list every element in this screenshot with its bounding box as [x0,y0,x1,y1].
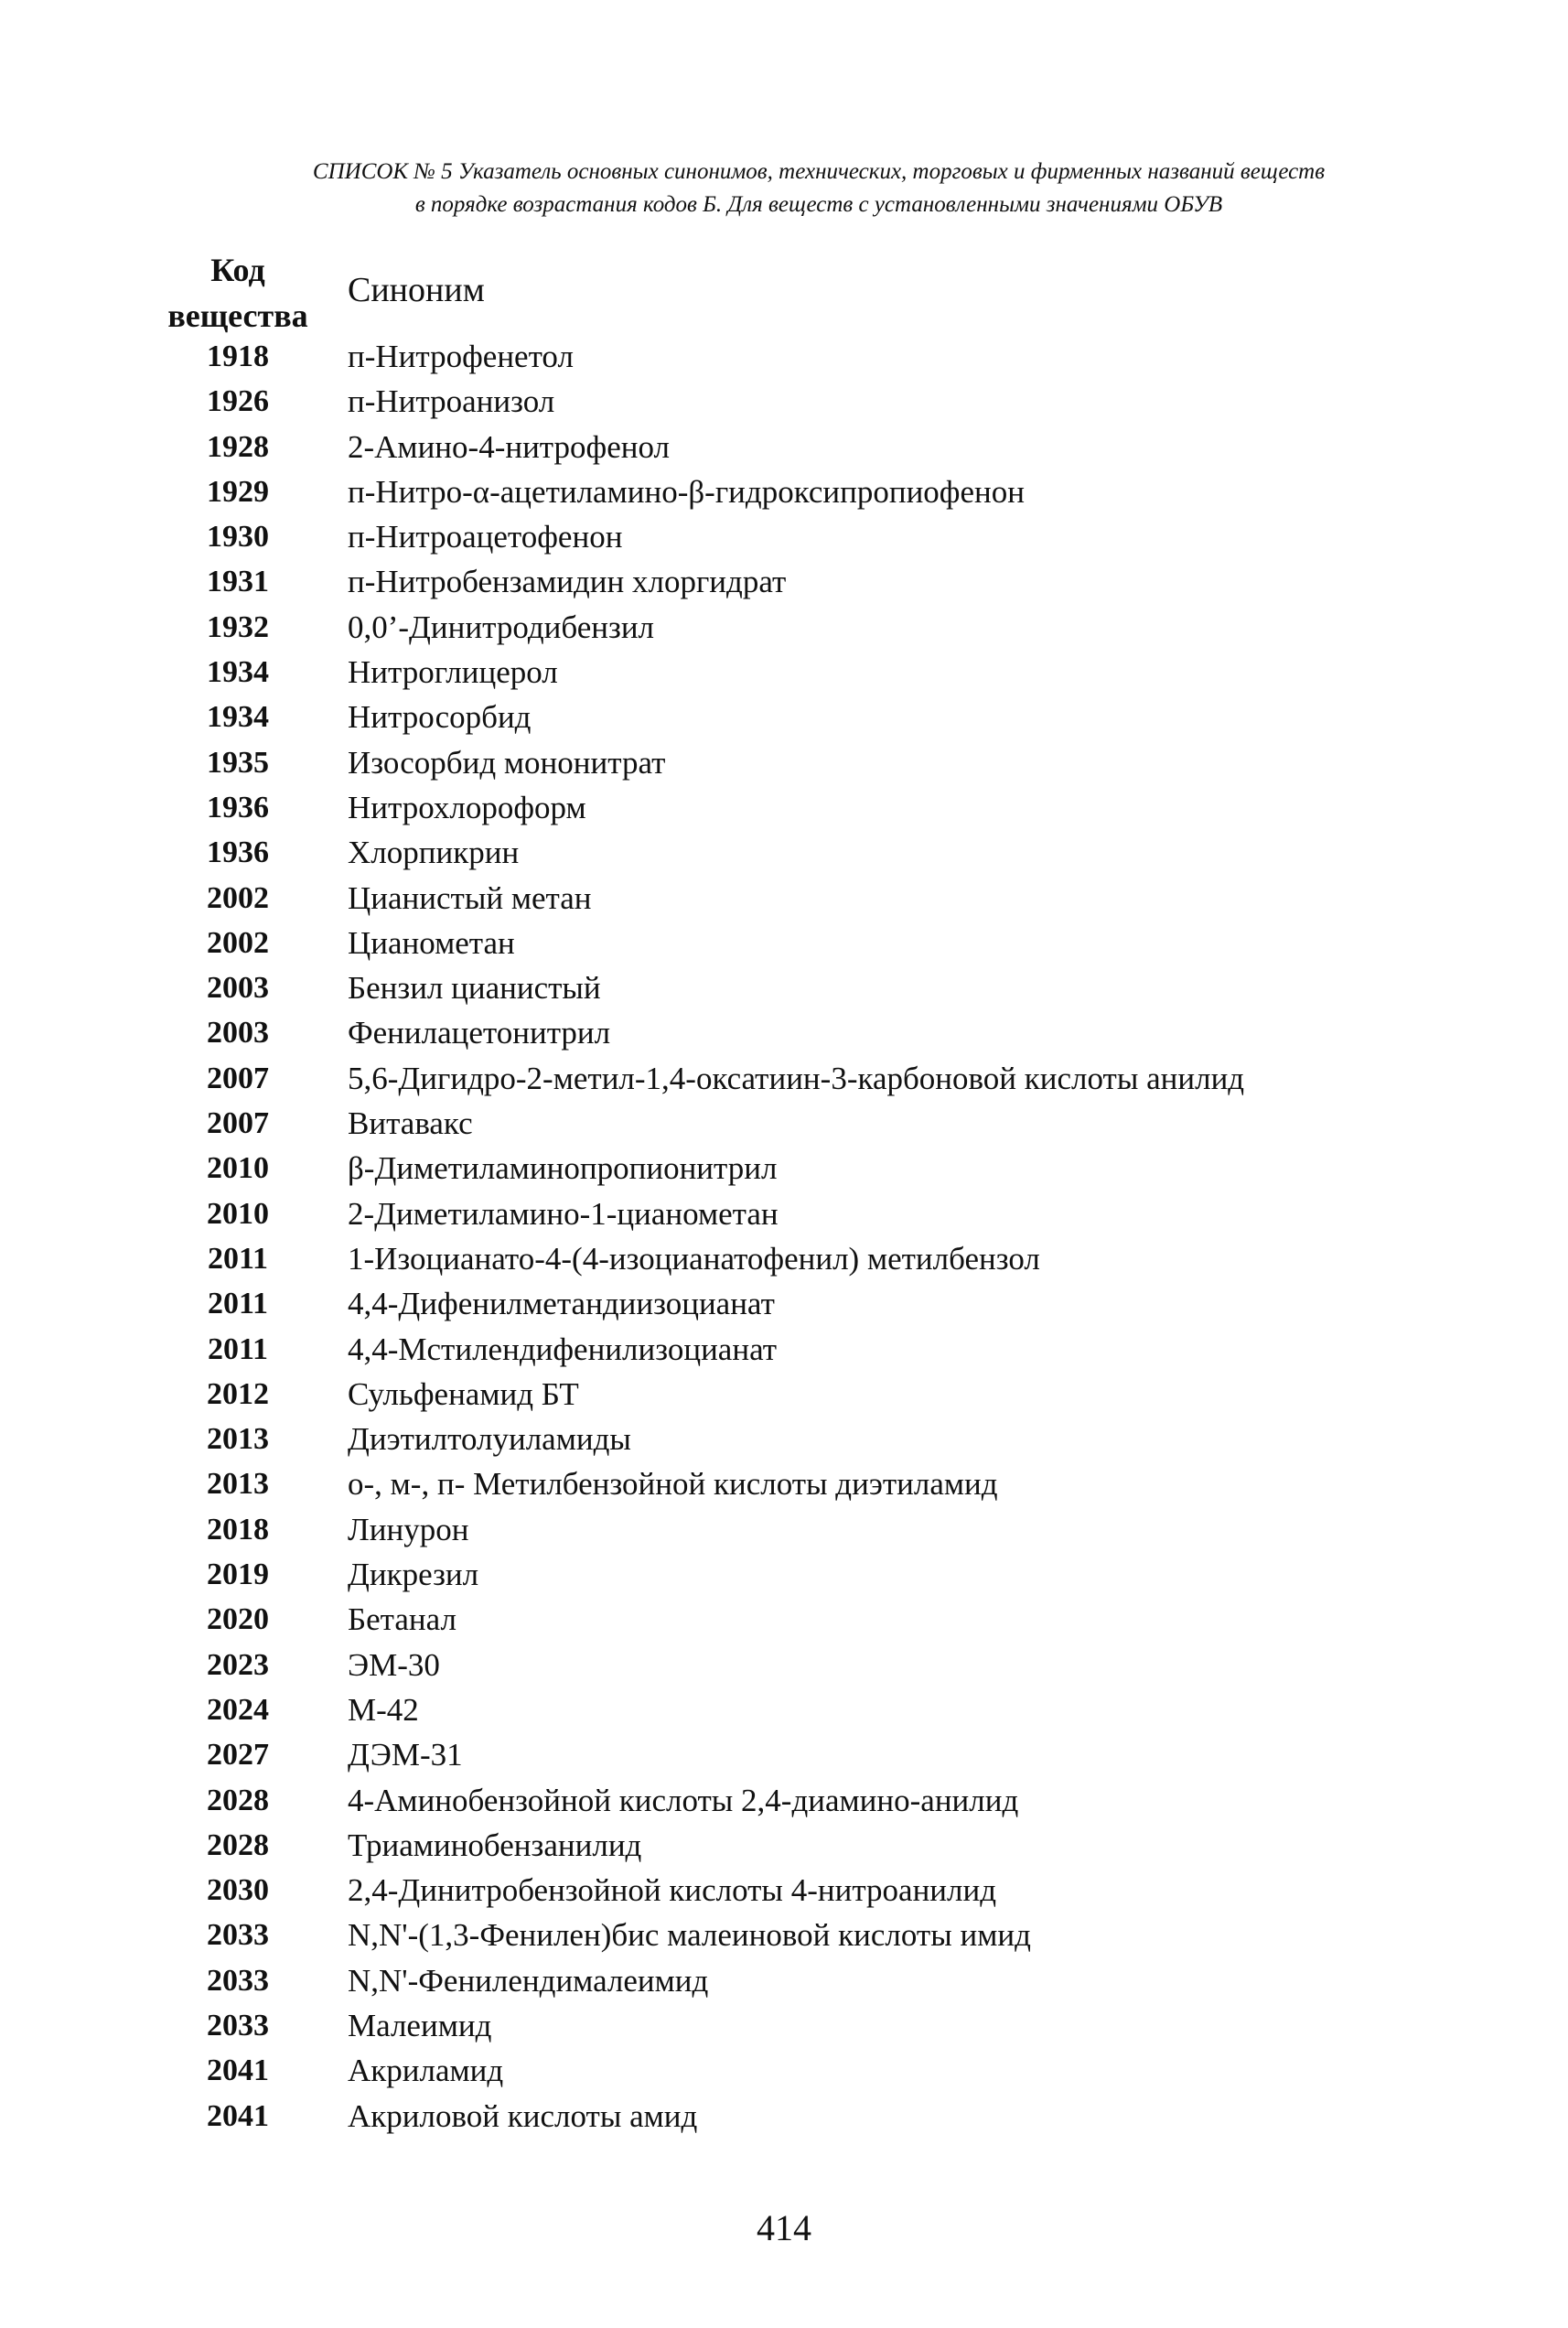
table-row [160,2048,1395,2093]
synonym-name: 0,0’-Динитродибензил [348,609,655,645]
synonym-name: N,N'-Фенилендималеимид [348,1962,709,1999]
substance-code: 1936 [207,835,269,870]
synonym-name: Нитросорбид [348,699,532,736]
synonym-name: Хлорпикрин [348,835,520,871]
substance-code: 2010 [207,1196,269,1231]
substance-code: 1926 [207,384,269,419]
table-row [160,1010,1395,1055]
substance-code: 1934 [207,700,269,735]
table-row [160,1236,1395,1281]
caption-line-1: СПИСОК № 5 Указатель основных синонимов, технических, торговых и фирменных названий веществ [312,159,1326,184]
table-row [160,514,1395,559]
substance-code: 1918 [207,340,269,373]
substance-code: 1932 [207,609,269,644]
substance-code: 1931 [207,565,269,599]
substance-code: 2010 [207,1151,269,1186]
synonym-name: Триаминобензанилид [348,1827,642,1863]
substance-code: 1936 [207,790,269,824]
table-row [160,469,1395,514]
synonym-name: 2-Диметиламино-1-цианометан [348,1195,779,1232]
table-row [160,965,1395,1010]
table-row [160,1281,1395,1326]
synonym-name: 4,4-Мстилендифенилизоцианат [348,1331,777,1367]
substance-code: 2007 [207,1061,269,1095]
table-row [160,1372,1395,1417]
column-header-code-line-2: вещества [167,297,308,334]
synonym-name: Цианометан [348,924,515,961]
synonym-name: 2-Амино-4-нитрофенол [348,428,670,465]
synonym-table [160,334,1395,2139]
table-row [160,1552,1395,1597]
synonym-name: 5,6-Дигидро-2-метил-1,4-оксатиин-3-карбоновой кислоты анилид [348,1060,1245,1096]
table-row [160,1913,1395,1957]
table-row [160,1056,1395,1101]
synonym-name: Бензил цианистый [348,970,601,1007]
table-row [160,1101,1395,1146]
substance-code: 2013 [207,1422,269,1457]
table-row [160,921,1395,965]
synonym-name: β-Диметиламинопропионитрил [348,1150,778,1187]
column-header-synonym: Синоним [348,271,485,309]
synonym-name: Акриловой кислоты амид [348,2097,698,2134]
table-row [160,2094,1395,2139]
substance-code: 1928 [207,429,269,464]
substance-code: 2033 [207,2008,269,2042]
table-row [160,605,1395,650]
table-row [160,695,1395,739]
synonym-name: п-Нитробензамидин хлоргидрат [348,564,787,600]
table-row [160,1597,1395,1642]
substance-code: 1929 [207,474,269,509]
table-row [160,334,1395,379]
table-row [160,1823,1395,1868]
synonym-name: Нитрохлороформ [348,789,586,825]
substance-code: 2013 [207,1467,269,1502]
synonym-name: Малеимид [348,2007,492,2043]
synonym-name: п-Нитрофенетол [348,339,574,374]
substance-code: 1935 [207,745,269,780]
table-row [160,650,1395,695]
synonym-name: 4,4-Дифенилметандиизоцианат [348,1286,775,1322]
table-row [160,425,1395,469]
synonym-name: Акриламид [348,2053,504,2089]
synonym-name: 2,4-Динитробензойной кислоты 4-нитроанилид [348,1872,997,1909]
substance-code: 2028 [207,1827,269,1862]
table-row [160,1958,1395,2003]
substance-code: 2041 [207,2098,269,2133]
substance-code: 2003 [207,1016,269,1051]
synonym-name: 4-Аминобензойной кислоты 2,4-диамино-анилид [348,1782,1019,1818]
substance-code: 2028 [207,1783,269,1817]
substance-code: 2027 [207,1738,269,1773]
substance-code: 2002 [207,880,269,915]
substance-code: 1934 [207,655,269,690]
substance-code: 2003 [207,971,269,1006]
synonym-name: Диэтилтолуиламиды [348,1421,631,1458]
synonym-name: Цианистый метан [348,879,592,916]
table-row [160,785,1395,830]
table-row [160,1643,1395,1687]
substance-code: 2007 [207,1106,269,1141]
synonym-name: 1-Изоцианато-4-(4-изоцианатофенил) метилбензол [348,1240,1040,1277]
table-row [160,559,1395,604]
table-row [160,379,1395,424]
column-header-code-line-1: Код [210,252,265,288]
synonym-name: Нитроглицерол [348,654,558,691]
table-row [160,1146,1395,1191]
synonym-name: Линурон [348,1511,469,1547]
table-row [160,1507,1395,1552]
substance-code: 2011 [207,1287,269,1321]
table-row [160,1732,1395,1777]
substance-code: 2011 [207,1241,269,1276]
synonym-name: ДЭМ-31 [348,1737,463,1773]
synonym-name: п-Нитроанизол [348,383,555,420]
page-number: 414 [757,2207,811,2248]
synonym-name: Изосорбид мононитрат [348,744,666,781]
table-row [160,1461,1395,1506]
substance-code: 2012 [207,1376,269,1411]
substance-code: 2011 [207,1331,269,1366]
substance-code: 2023 [207,1647,269,1682]
substance-code: 2030 [207,1873,269,1908]
synonym-name: п-Нитро-α-ацетиламино-β-гидроксипропиофенон [348,473,1025,510]
substance-code: 2041 [207,2053,269,2088]
synonym-name: Витавакс [348,1105,473,1142]
table-row [160,1778,1395,1823]
synonym-name: о-, м-, п- Метилбензойной кислоты диэтиламид [348,1466,998,1503]
list-caption [210,156,1427,221]
table-row [160,1327,1395,1372]
substance-code: 2002 [207,925,269,960]
substance-code: 1930 [207,520,269,555]
synonym-name: п-Нитроацетофенон [348,519,623,555]
synonym-name: Бетанал [348,1601,456,1638]
table-row [160,1868,1395,1913]
substance-code: 2033 [207,1918,269,1953]
substance-code: 2020 [207,1602,269,1637]
table-header [160,247,1349,339]
substance-code: 2018 [207,1512,269,1547]
table-row [160,1687,1395,1732]
table-row [160,1191,1395,1236]
table-row [160,2003,1395,2048]
synonym-name: Дикрезил [348,1557,479,1593]
synonym-name: М-42 [348,1691,419,1728]
synonym-name: Фенилацетонитрил [348,1015,611,1051]
table-row [160,740,1395,785]
column-header-code [160,247,316,339]
table-row [160,876,1395,921]
table-row [160,1417,1395,1461]
table-row [160,830,1395,875]
substance-code: 2033 [207,1963,269,1998]
synonym-name: ЭМ-30 [348,1646,440,1683]
caption-line-2: в порядке возрастания кодов Б. Для веществ с установленными значениями ОБУВ [414,192,1223,217]
substance-code: 2019 [207,1557,269,1592]
synonym-name: Сульфенамид БТ [348,1375,579,1412]
substance-code: 2024 [207,1692,269,1727]
synonym-name: N,N'-(1,3-Фенилен)бис малеиновой кислоты имид [348,1917,1031,1954]
